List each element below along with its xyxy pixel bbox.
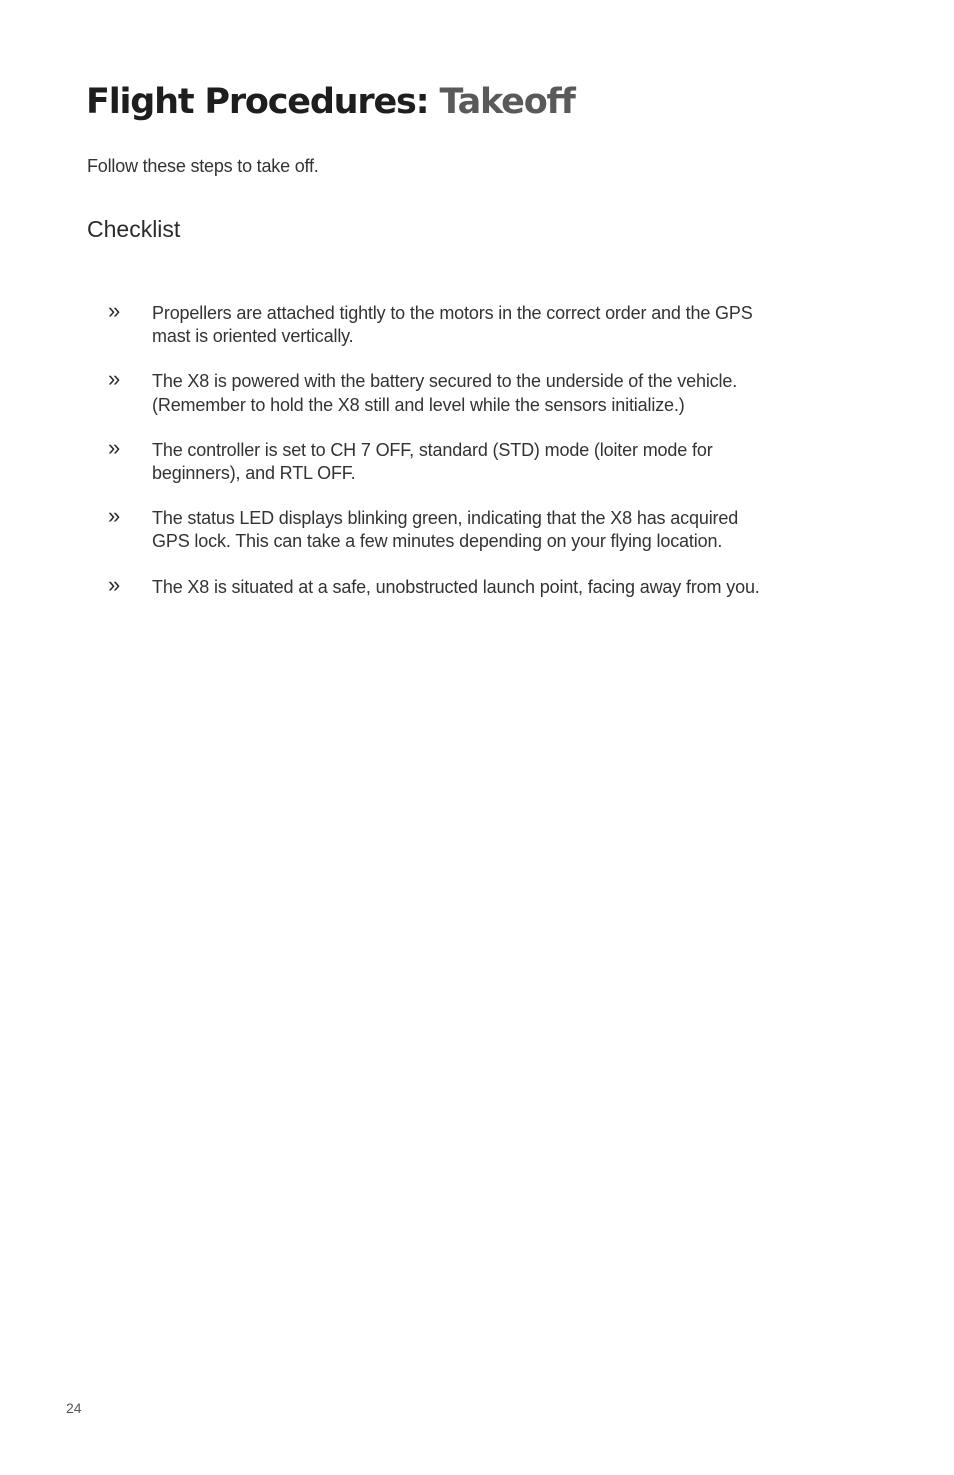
checklist-item-text: Propellers are attached tightly to the motors in the correct order and the GPS mast is oriented vertically. (152, 303, 753, 347)
checklist-item (0, 366, 762, 416)
chevron-bullet-icon: » (108, 571, 121, 597)
checklist-item-text: The controller is set to CH 7 OFF, standard (STD) mode (loiter mode for beginners), and RTL OFF. (152, 439, 713, 484)
checklist-item (0, 298, 762, 348)
page-title (86, 80, 575, 124)
chevron-bullet-icon: » (108, 434, 121, 460)
checklist-item (0, 503, 762, 553)
chevron-bullet-icon: » (108, 298, 121, 323)
intro-text: Follow these steps to take off. (87, 156, 319, 176)
section-heading: Checklist (87, 216, 181, 242)
checklist-item-text: The X8 is situated at a safe, unobstructed launch point, facing away from you. (152, 576, 760, 597)
chevron-bullet-icon: » (108, 503, 121, 529)
checklist-item-text: The status LED displays blinking green, indicating that the X8 has acquired GPS lock. This can take a few minutes depending on your flying location. (152, 508, 739, 552)
checklist (0, 298, 954, 621)
checklist-item (0, 571, 762, 599)
page-title-main: Flight Procedures: (86, 82, 429, 122)
checklist-item-text: The X8 is powered with the battery secured to the underside of the vehicle. (Remember to hold the X8 still and level while the sensors initialize.) (152, 371, 738, 415)
chevron-bullet-icon: » (108, 366, 121, 392)
page-title-accent: Takeoff (439, 82, 575, 122)
checklist-item (0, 434, 762, 485)
page-number: 24 (66, 1400, 82, 1416)
